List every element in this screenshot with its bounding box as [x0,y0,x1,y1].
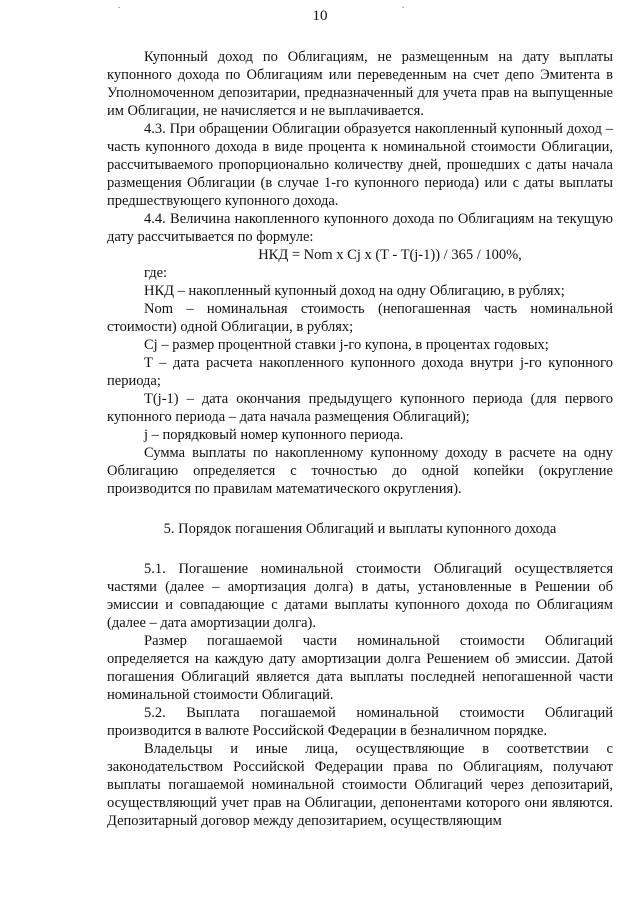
paragraph-5-1: 5.1. Погашение номинальной стоимости Облигаций осуществляется частями (далее – амортизация долга) в даты, установленные в Решении об эмиссии и совпадающие с датами выплаты купонного дохода по Облигациям (далее – дата амортизации долга). [107,561,613,631]
where-label: где: [144,265,168,281]
definition-t-j-1: T(j-1) – дата окончания предыдущего купонного периода (для первого купонного периода – дата начала размещения Облигаций); [107,391,613,425]
paragraph-rounding: Сумма выплаты по накопленному купонному доходу в расчете на одну Облигацию определяется с точностью до одной копейки (округление производится по правилам математического округления). [107,445,613,497]
definition-nkd: НКД – накопленный купонный доход на одну Облигацию, в рублях; [144,283,565,299]
paragraph-4-4: 4.4. Величина накопленного купонного дохода по Облигациям на текущую дату рассчитывается по формуле: [107,211,613,245]
definition-t: T – дата расчета накопленного купонного дохода внутри j-го купонного периода; [107,355,613,389]
scan-mark-right: . [402,0,405,10]
paragraph-amortization-size: Размер погашаемой части номинальной стоимости Облигаций определяется на каждую дату амортизации долга Решением об эмиссии. Датой погашения Облигаций является дата выплаты последней непогашенной части номинальной стоимости Облигаций. [107,633,613,703]
definition-nom: Nom – номинальная стоимость (непогашенная часть номинальной стоимости) одной Облигации, в рублях; [107,301,613,335]
paragraph-coupon-not-accrued: Купонный доход по Облигациям, не размещенным на дату выплаты купонного дохода по Облигациям или переведенным на счет депо Эмитента в Уполномоченном депозитарии, предназначенный для учета прав на выпущенные им Облигации, не начисляется и не выплачивается. [107,49,613,119]
formula-nkd: НКД = Nom x Cj x (T - T(j-1)) / 365 / 100%, [258,247,522,263]
paragraph-owners: Владельцы и иные лица, осуществляющие в соответствии с законодательством Российской Федерации права по Облигациям, получают выплаты погашаемой номинальной стоимости Облигаций через депозитарий, осуществляющий учет прав на Облигации, депонентами которого они являются. Депозитарный договор между депозитарием, осуществляющим [107,741,613,829]
page-number: 10 [312,8,328,24]
document-body [107,48,613,830]
scan-mark-left: . [118,0,121,10]
section-heading-5: 5. Порядок погашения Облигаций и выплаты купонного дохода [163,521,557,537]
definition-j: j – порядковый номер купонного периода. [144,427,404,443]
definition-cj: Cj – размер процентной ставки j-го купона, в процентах годовых; [144,337,549,353]
paragraph-5-2: 5.2. Выплата погашаемой номинальной стоимости Облигаций производится в валюте Российской Федерации в безналичном порядке. [107,705,613,739]
paragraph-4-3: 4.3. При обращении Облигации образуется накопленный купонный доход – часть купонного дохода в виде процента к номинальной стоимости Облигации, рассчитываемого пропорционально количеству дней, прошедших с даты начала размещения Облигации (в случае 1-го купонного периода) или с даты выплаты предшествующего купонного дохода. [107,121,613,209]
